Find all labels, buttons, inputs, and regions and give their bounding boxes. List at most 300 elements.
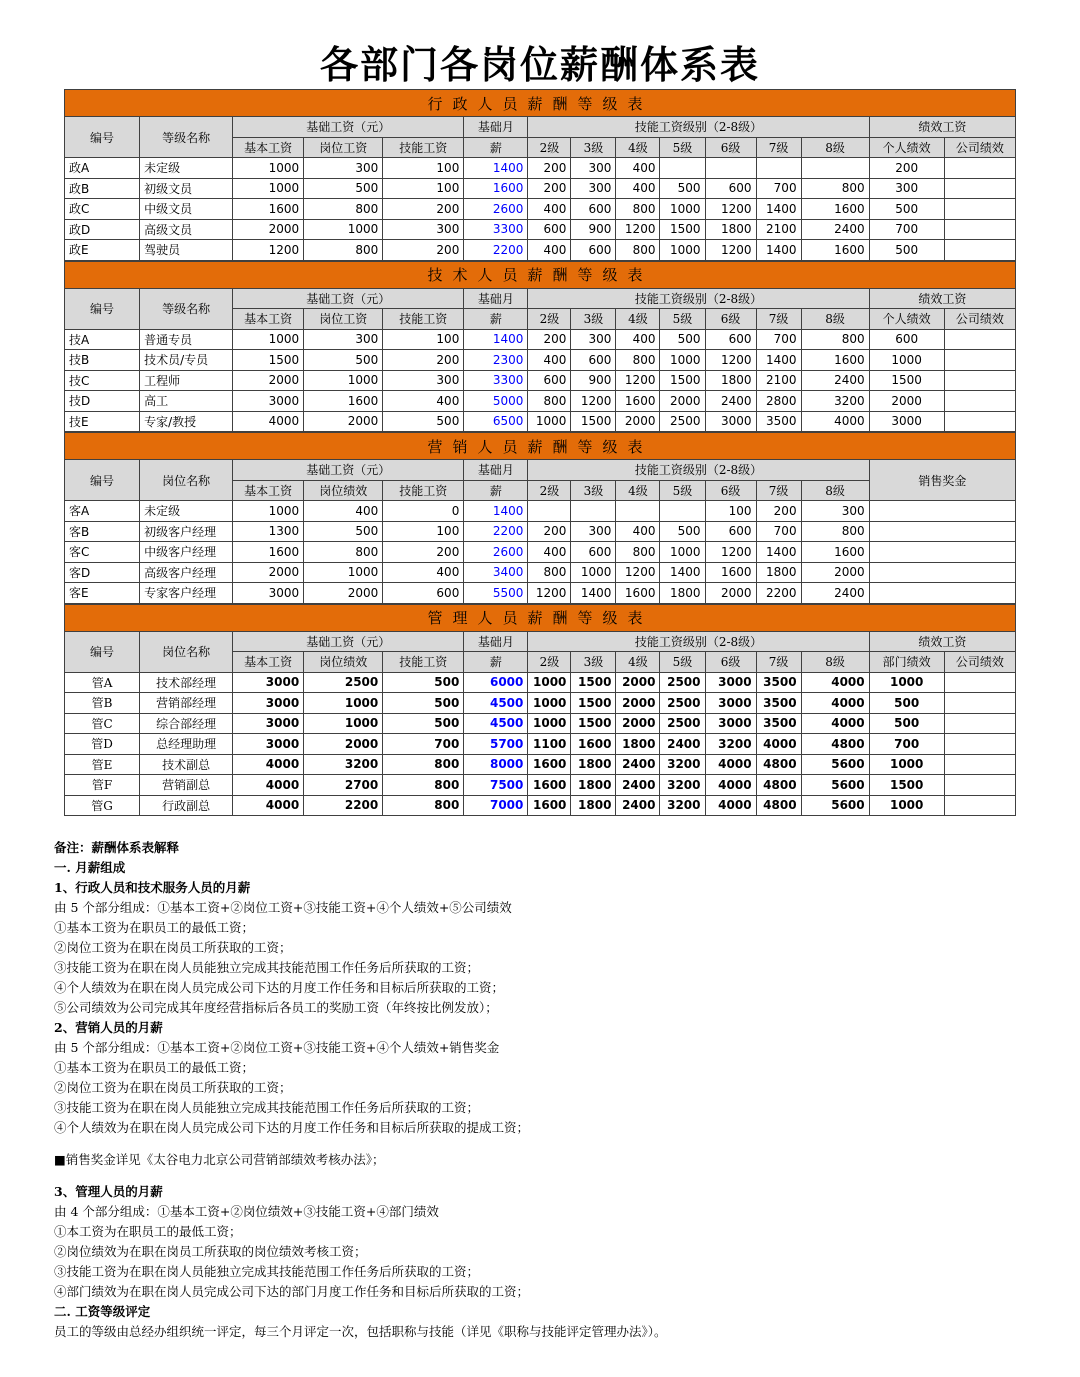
cell-skill: 800 [801,178,869,199]
cell-skill [528,501,571,522]
cell-base: 4000 [233,795,304,816]
cell-base: 2700 [304,775,383,796]
table-row [65,583,1016,604]
cell-base: 800 [304,542,383,563]
cell-skill: 4000 [801,713,869,734]
cell-skill: 200 [528,178,571,199]
column-header-name: 岗位名称 [140,631,233,672]
cell-base: 1600 [304,391,383,412]
salary-table [64,89,1016,261]
cell-monthly: 2600 [464,542,528,563]
cell-skill: 2100 [756,219,801,240]
cell-base: 500 [304,350,383,371]
column-group-base: 基础工资（元） [233,460,464,481]
cell-skill: 5600 [801,754,869,775]
cell-monthly: 1400 [464,158,528,179]
cell-code: 政C [65,199,140,220]
cell-code: 技B [65,350,140,371]
cell-base: 3000 [233,391,304,412]
cell-bonus [869,542,1015,563]
note-line: ④个人绩效为在职在岗人员完成公司下达的月度工作任务和目标后所获取的提成工资； [54,1120,530,1135]
cell-monthly: 3300 [464,219,528,240]
cell-code: 技D [65,391,140,412]
cell-name: 初级文员 [140,178,233,199]
cell-skill: 2500 [660,672,705,693]
cell-base: 100 [383,158,464,179]
cell-skill: 800 [528,391,571,412]
cell-base: 3000 [233,672,304,693]
cell-perf: 1000 [869,350,944,371]
cell-monthly: 7000 [464,795,528,816]
cell-bonus [869,501,1015,522]
cell-skill: 200 [528,329,571,350]
cell-perf [944,178,1015,199]
table-row [65,734,1016,755]
table-row [65,329,1016,350]
table-row [65,713,1016,734]
cell-base: 200 [383,542,464,563]
column-header-perf: 公司绩效 [944,652,1015,673]
table-row [65,521,1016,542]
cell-skill: 800 [528,562,571,583]
column-group-skill: 技能工资级别（2-8级） [528,117,869,138]
column-header-skill-level: 5级 [660,480,705,501]
cell-base: 1600 [233,542,304,563]
table-row [65,391,1016,412]
cell-skill: 1200 [616,562,660,583]
cell-skill: 600 [705,329,756,350]
cell-code: 政E [65,240,140,261]
cell-base: 300 [383,219,464,240]
cell-skill: 600 [705,521,756,542]
cell-skill: 2500 [660,411,705,432]
cell-perf [944,158,1015,179]
column-header-base: 技能工资 [383,137,464,158]
cell-skill: 1000 [528,713,571,734]
table-row [65,775,1016,796]
column-group-base: 基础工资（元） [233,631,464,652]
cell-skill: 400 [528,240,571,261]
cell-skill: 1000 [660,350,705,371]
cell-name: 行政副总 [140,795,233,816]
column-header-skill-level: 6级 [705,137,756,158]
cell-skill: 2000 [801,562,869,583]
cell-base: 500 [304,521,383,542]
cell-perf: 1000 [869,754,944,775]
cell-skill: 1200 [571,391,616,412]
cell-skill: 1200 [705,199,756,220]
cell-skill: 400 [616,178,660,199]
cell-skill: 300 [571,178,616,199]
cell-base: 500 [383,713,464,734]
cell-base: 100 [383,329,464,350]
cell-skill: 4000 [705,775,756,796]
note-line: ■销售奖金详见《太谷电力北京公司营销部绩效考核办法》； [54,1152,385,1167]
table-row [65,672,1016,693]
cell-code: 客C [65,542,140,563]
table-row [65,350,1016,371]
cell-perf: 200 [869,158,944,179]
cell-skill: 1200 [705,240,756,261]
column-header-skill-level: 5级 [660,137,705,158]
note-line: ②岗位工资为在职在岗员工所获取的工资； [54,1080,292,1095]
column-header-skill-level: 8级 [801,309,869,330]
cell-perf [944,713,1015,734]
column-header-skill-level: 2级 [528,137,571,158]
cell-base: 2000 [233,219,304,240]
cell-skill: 1800 [756,562,801,583]
column-group-perf: 绩效工资 [869,288,1015,309]
cell-code: 政D [65,219,140,240]
cell-skill: 3200 [660,754,705,775]
cell-skill: 3000 [705,672,756,693]
cell-skill: 2500 [660,713,705,734]
table-banner: 行政人员薪酬等级表 [65,90,1016,117]
cell-skill: 900 [571,370,616,391]
cell-skill: 1800 [705,219,756,240]
column-header-monthly: 基础月 [464,117,528,138]
cell-monthly: 1400 [464,329,528,350]
column-header-skill-level: 2级 [528,309,571,330]
cell-skill: 300 [801,501,869,522]
column-group-base: 基础工资（元） [233,288,464,309]
cell-monthly: 1400 [464,501,528,522]
cell-monthly: 6500 [464,411,528,432]
cell-name: 工程师 [140,370,233,391]
cell-skill: 4000 [801,411,869,432]
note-line: 由 5 个部分组成：①基本工资+②岗位工资+③技能工资+④个人绩效+⑤公司绩效 [54,900,512,915]
note-line: 2、营销人员的月薪 [54,1020,163,1035]
cell-skill: 1800 [571,754,616,775]
cell-base: 1000 [304,219,383,240]
cell-base: 200 [383,350,464,371]
cell-skill: 800 [616,240,660,261]
cell-monthly: 5000 [464,391,528,412]
table-row [65,754,1016,775]
cell-name: 技术员/专员 [140,350,233,371]
cell-skill: 1600 [801,199,869,220]
cell-base: 1000 [304,370,383,391]
cell-skill: 4000 [705,795,756,816]
cell-skill: 800 [801,521,869,542]
cell-base: 1000 [304,693,383,714]
cell-skill: 3200 [660,775,705,796]
cell-monthly: 1600 [464,178,528,199]
table-row [65,370,1016,391]
cell-base: 1000 [233,329,304,350]
cell-skill: 1500 [571,693,616,714]
note-line: 3、管理人员的月薪 [54,1184,163,1199]
column-header-skill-level: 3级 [571,137,616,158]
cell-code: 政A [65,158,140,179]
cell-skill: 2400 [705,391,756,412]
cell-skill: 1400 [756,350,801,371]
cell-skill: 3500 [756,672,801,693]
cell-base: 3000 [233,734,304,755]
column-header-code: 编号 [65,631,140,672]
cell-perf: 500 [869,713,944,734]
cell-skill: 900 [571,219,616,240]
cell-skill: 400 [616,158,660,179]
column-header-skill-level: 8级 [801,652,869,673]
column-header-perf: 个人绩效 [869,137,944,158]
cell-base: 400 [304,501,383,522]
spacer [54,1138,1034,1150]
cell-bonus [869,583,1015,604]
cell-skill: 400 [528,542,571,563]
cell-skill: 2800 [756,391,801,412]
cell-skill [616,501,660,522]
cell-skill [660,501,705,522]
cell-skill: 1500 [660,219,705,240]
cell-skill: 1000 [571,562,616,583]
cell-name: 营销部经理 [140,693,233,714]
cell-monthly: 2300 [464,350,528,371]
cell-skill: 2400 [616,754,660,775]
cell-perf [944,240,1015,261]
cell-skill: 5600 [801,775,869,796]
cell-skill: 1600 [528,795,571,816]
column-header-skill-level: 5级 [660,309,705,330]
cell-skill: 2400 [801,370,869,391]
cell-skill: 800 [801,329,869,350]
cell-skill: 2000 [616,693,660,714]
cell-skill: 2100 [756,370,801,391]
cell-skill [660,158,705,179]
cell-perf: 500 [869,199,944,220]
column-header-perf: 个人绩效 [869,309,944,330]
column-header-skill-level: 3级 [571,652,616,673]
note-line: 二. 工资等级评定 [54,1304,151,1319]
cell-skill: 800 [616,199,660,220]
cell-perf: 3000 [869,411,944,432]
cell-monthly: 6000 [464,672,528,693]
column-header-skill-level: 5级 [660,652,705,673]
column-header-perf: 公司绩效 [944,137,1015,158]
cell-skill: 3500 [756,693,801,714]
note-line: ④部门绩效为在职在岗人员完成公司下达的部门月度工作任务和目标后所获取的工资； [54,1284,530,1299]
cell-perf: 600 [869,329,944,350]
cell-base: 2000 [304,411,383,432]
cell-skill: 800 [616,542,660,563]
column-header-base: 基本工资 [233,137,304,158]
cell-base: 2000 [233,562,304,583]
column-header-bonus: 销售奖金 [869,460,1015,501]
note-line: ①基本工资为在职员工的最低工资； [54,1060,255,1075]
column-header-base: 岗位工资 [304,137,383,158]
column-header-code: 编号 [65,117,140,158]
column-header-skill-level: 4级 [616,309,660,330]
cell-monthly: 3400 [464,562,528,583]
cell-base: 2200 [304,795,383,816]
note-line: 一. 月薪组成 [54,860,126,875]
note-line: ②岗位工资为在职在岗员工所获取的工资； [54,940,292,955]
cell-skill: 200 [528,521,571,542]
cell-base: 800 [383,754,464,775]
column-group-skill: 技能工资级别（2-8级） [528,288,869,309]
cell-perf: 700 [869,219,944,240]
cell-name: 中级文员 [140,199,233,220]
cell-base: 500 [304,178,383,199]
cell-base: 300 [304,158,383,179]
cell-name: 总经理助理 [140,734,233,755]
column-header-skill-level: 2级 [528,480,571,501]
note-line: 备注：薪酬体系表解释 [54,840,180,855]
cell-skill: 1000 [660,542,705,563]
cell-skill: 2500 [660,693,705,714]
cell-skill [571,501,616,522]
cell-code: 客B [65,521,140,542]
cell-skill: 3200 [801,391,869,412]
cell-perf: 500 [869,240,944,261]
cell-monthly: 2200 [464,521,528,542]
column-header-monthly: 薪 [464,652,528,673]
note-line: ①基本工资为在职员工的最低工资； [54,920,255,935]
cell-skill: 3500 [756,411,801,432]
notes [54,838,1034,1342]
column-header-skill-level: 2级 [528,652,571,673]
cell-skill: 1400 [756,542,801,563]
cell-name: 高工 [140,391,233,412]
column-header-skill-level: 6级 [705,309,756,330]
column-header-skill-level: 8级 [801,480,869,501]
cell-skill: 1200 [705,350,756,371]
cell-skill: 1100 [528,734,571,755]
cell-base: 1000 [233,158,304,179]
table-row [65,562,1016,583]
cell-perf [944,350,1015,371]
cell-skill: 700 [756,329,801,350]
cell-skill: 600 [571,350,616,371]
cell-skill: 1600 [616,391,660,412]
column-header-monthly: 薪 [464,137,528,158]
cell-base: 4000 [233,775,304,796]
note-line: ④个人绩效为在职在岗人员完成公司下达的月度工作任务和目标后所获取的工资； [54,980,505,995]
cell-skill: 1000 [528,672,571,693]
table-banner: 技术人员薪酬等级表 [65,261,1016,288]
note-line: 由 4 个部分组成：①基本工资+②岗位绩效+③技能工资+④部门绩效 [54,1204,439,1219]
cell-name: 驾驶员 [140,240,233,261]
column-header-base: 基本工资 [233,652,304,673]
note-line: 员工的等级由总经办组织统一评定，每三个月评定一次，包括职称与技能（详见《职称与技能评定管理办法》）。 [54,1324,667,1339]
column-header-base: 岗位绩效 [304,480,383,501]
note-line: ③技能工资为在职在岗人员能独立完成其技能范围工作任务后所获取的工资； [54,960,480,975]
cell-perf: 1000 [869,672,944,693]
cell-skill: 600 [571,542,616,563]
cell-skill: 1500 [571,713,616,734]
cell-base: 800 [304,240,383,261]
column-header-base: 岗位工资 [304,309,383,330]
cell-skill: 3500 [756,713,801,734]
cell-code: 管G [65,795,140,816]
cell-skill [756,158,801,179]
cell-skill: 1000 [528,693,571,714]
cell-skill: 4000 [756,734,801,755]
cell-skill: 1000 [660,199,705,220]
cell-base: 3000 [233,693,304,714]
cell-perf [944,391,1015,412]
cell-skill: 1200 [616,219,660,240]
cell-skill: 600 [571,199,616,220]
cell-base: 500 [383,693,464,714]
column-header-base: 基本工资 [233,309,304,330]
cell-base: 100 [383,178,464,199]
cell-skill: 600 [528,370,571,391]
cell-code: 客E [65,583,140,604]
cell-base: 500 [383,672,464,693]
cell-code: 管A [65,672,140,693]
cell-monthly: 4500 [464,713,528,734]
cell-base: 3200 [304,754,383,775]
cell-name: 技术部经理 [140,672,233,693]
column-header-base: 技能工资 [383,480,464,501]
cell-skill: 2400 [616,795,660,816]
column-header-code: 编号 [65,288,140,329]
cell-skill: 300 [571,329,616,350]
note-line: ⑤公司绩效为公司完成其年度经营指标后各员工的奖励工资（年终按比例发放）； [54,1000,498,1015]
cell-perf [944,219,1015,240]
cell-code: 政B [65,178,140,199]
cell-skill: 400 [528,350,571,371]
column-header-name: 等级名称 [140,288,233,329]
cell-perf [944,199,1015,220]
cell-code: 管C [65,713,140,734]
cell-skill: 500 [660,178,705,199]
cell-name: 未定级 [140,158,233,179]
cell-skill: 2200 [756,583,801,604]
column-header-monthly: 基础月 [464,631,528,652]
cell-base: 1000 [304,713,383,734]
table-row [65,693,1016,714]
cell-skill [705,158,756,179]
cell-bonus [869,521,1015,542]
cell-perf: 500 [869,693,944,714]
cell-base: 800 [304,199,383,220]
note-line: ②岗位绩效为在职在岗员工所获取的岗位绩效考核工资； [54,1244,367,1259]
column-header-monthly: 基础月 [464,288,528,309]
cell-code: 客D [65,562,140,583]
cell-base: 1500 [233,350,304,371]
page-title: 各部门各岗位薪酬体系表 [319,42,760,87]
cell-base: 700 [383,734,464,755]
cell-base: 1200 [233,240,304,261]
cell-skill: 2400 [660,734,705,755]
cell-skill: 600 [705,178,756,199]
column-group-skill: 技能工资级别（2-8级） [528,460,869,481]
column-header-monthly: 基础月 [464,460,528,481]
cell-base: 3000 [233,713,304,734]
cell-skill: 100 [705,501,756,522]
note-line: ③技能工资为在职在岗人员能独立完成其技能范围工作任务后所获取的工资； [54,1100,480,1115]
table-row [65,501,1016,522]
cell-perf: 1500 [869,775,944,796]
cell-bonus [869,562,1015,583]
column-header-monthly: 薪 [464,480,528,501]
cell-monthly: 2600 [464,199,528,220]
cell-base: 1000 [304,562,383,583]
cell-skill: 1600 [528,775,571,796]
cell-skill: 4800 [756,775,801,796]
table-row [65,219,1016,240]
cell-perf [944,754,1015,775]
cell-skill: 700 [756,178,801,199]
column-group-base: 基础工资（元） [233,117,464,138]
cell-base: 4000 [233,411,304,432]
cell-skill: 2400 [616,775,660,796]
cell-skill: 2400 [801,583,869,604]
cell-skill: 400 [616,521,660,542]
cell-base: 2500 [304,672,383,693]
